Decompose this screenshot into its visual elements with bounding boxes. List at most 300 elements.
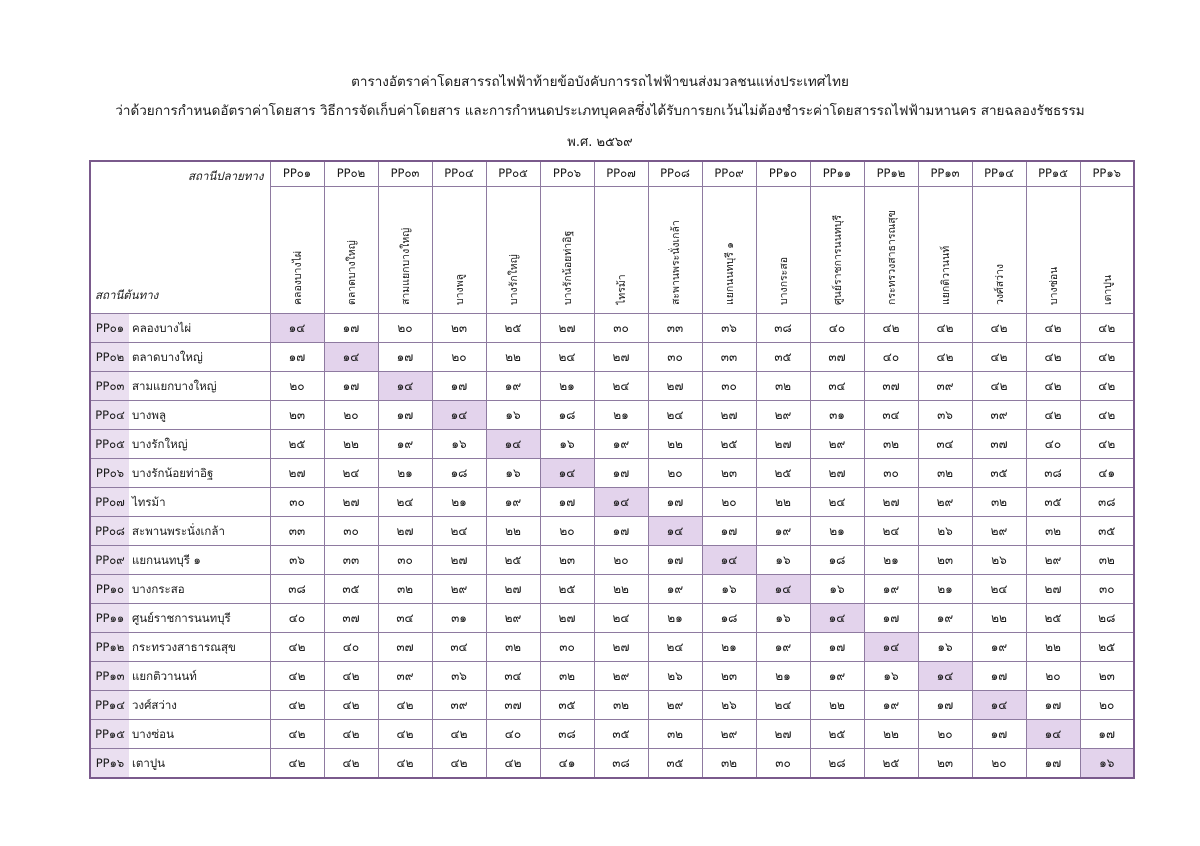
fare-cell: ๑๗ [270,343,324,372]
fare-cell: ๒๐ [1026,662,1080,691]
fare-cell: ๒๕ [486,314,540,343]
fare-cell: ๒๗ [594,633,648,662]
fare-cell: ๓๒ [540,662,594,691]
fare-cell: ๑๗ [540,488,594,517]
fare-cell-same-station: ๑๔ [324,343,378,372]
fare-cell: ๓๖ [918,401,972,430]
origin-station-cell [90,517,270,546]
fare-cell: ๓๖ [432,662,486,691]
origin-station-cell [90,691,270,720]
fare-cell: ๑๙ [756,517,810,546]
fare-cell: ๑๗ [972,720,1026,749]
fare-cell: ๑๗ [378,343,432,372]
fare-cell: ๓๒ [378,575,432,604]
destination-name-cell [540,187,594,314]
fare-cell: ๒๙ [972,517,1026,546]
fare-cell: ๑๗ [432,372,486,401]
fare-cell: ๒๗ [594,343,648,372]
fare-cell: ๔๒ [270,633,324,662]
fare-cell: ๑๘ [810,546,864,575]
fare-cell: ๒๐ [594,546,648,575]
fare-cell: ๒๒ [324,430,378,459]
fare-cell-same-station: ๑๔ [864,633,918,662]
fare-cell: ๓๕ [324,575,378,604]
destination-name-cell [918,187,972,314]
fare-cell: ๓๗ [864,372,918,401]
origin-station-cell [90,749,270,779]
fare-cell: ๔๐ [324,633,378,662]
fare-cell: ๓๖ [270,546,324,575]
destination-name: แยกติวานนท์ [940,245,952,305]
fare-cell: ๓๗ [810,343,864,372]
destination-code: PP๐๔ [432,161,486,187]
origin-name: แยกติวานนท์ [132,669,197,683]
fare-cell: ๒๒ [1026,633,1080,662]
fare-cell: ๒๐ [1080,691,1134,720]
fare-cell: ๔๒ [1080,401,1134,430]
origin-name: บางกระสอ [132,582,185,596]
fare-cell: ๒๑ [864,546,918,575]
fare-cell: ๓๕ [1080,517,1134,546]
fare-cell: ๓๕ [756,343,810,372]
fare-cell: ๒๙ [810,430,864,459]
fare-cell: ๓๕ [648,749,702,779]
fare-cell: ๒๔ [540,343,594,372]
fare-cell: ๒๓ [1080,662,1134,691]
table-row [90,546,1134,575]
fare-cell: ๔๒ [378,691,432,720]
fare-cell: ๔๐ [810,314,864,343]
destination-code-row [90,161,1134,187]
origin-station-cell [90,633,270,662]
fare-cell: ๑๗ [702,517,756,546]
destination-name-cell [864,187,918,314]
fare-cell: ๓๖ [702,314,756,343]
fare-cell: ๒๕ [1026,604,1080,633]
origin-name: สามแยกบางใหญ่ [132,379,217,393]
fare-cell: ๑๖ [432,430,486,459]
destination-code: PP๑๑ [810,161,864,187]
fare-cell: ๒๗ [648,372,702,401]
origin-code: PP๑๑ [91,604,129,632]
fare-cell-same-station: ๑๔ [486,430,540,459]
fare-cell: ๔๒ [1080,343,1134,372]
destination-code: PP๐๘ [648,161,702,187]
fare-cell: ๒๖ [702,691,756,720]
fare-cell: ๒๑ [648,604,702,633]
fare-cell: ๑๙ [648,575,702,604]
destination-name-cell [702,187,756,314]
title-year: พ.ศ. ๒๕๖๙ [567,135,633,150]
fare-cell: ๓๑ [810,401,864,430]
fare-cell: ๒๕ [810,720,864,749]
fare-cell: ๓๙ [432,691,486,720]
table-row [90,314,1134,343]
fare-cell: ๓๓ [702,343,756,372]
table-row [90,720,1134,749]
table-row [90,488,1134,517]
fare-cell: ๒๑ [540,372,594,401]
table-row [90,401,1134,430]
table-row [90,662,1134,691]
origin-name: ตลาดบางใหญ่ [132,350,203,364]
fare-cell: ๑๙ [864,575,918,604]
origin-code: PP๐๒ [91,343,129,371]
origin-station-cell [90,546,270,575]
fare-cell: ๔๒ [972,343,1026,372]
fare-cell: ๓๑ [432,604,486,633]
destination-name: บางซ่อน [1048,266,1060,305]
fare-cell: ๑๖ [702,575,756,604]
fare-cell-same-station: ๑๔ [432,401,486,430]
fare-cell: ๓๔ [432,633,486,662]
fare-cell: ๑๗ [1080,720,1134,749]
origin-name: บางรักใหญ่ [132,437,188,451]
fare-cell: ๑๖ [540,430,594,459]
destination-code: PP๐๕ [486,161,540,187]
fare-cell: ๑๖ [486,401,540,430]
fare-cell: ๒๙ [702,720,756,749]
fare-cell: ๔๐ [486,720,540,749]
fare-cell: ๓๐ [324,517,378,546]
fare-cell: ๔๒ [918,343,972,372]
fare-cell: ๔๒ [1026,372,1080,401]
fare-cell: ๒๔ [864,517,918,546]
fare-cell: ๓๓ [270,517,324,546]
table-row [90,372,1134,401]
fare-cell: ๓๐ [1080,575,1134,604]
fare-cell: ๒๓ [540,546,594,575]
origin-station-cell [90,488,270,517]
fare-cell: ๓๘ [270,575,324,604]
fare-cell: ๒๔ [594,604,648,633]
table-row [90,517,1134,546]
destination-name: เตาปูน [1101,274,1114,305]
origin-name: กระทรวงสาธารณสุข [132,640,236,654]
origin-label: สถานีต้นทาง [95,288,159,302]
fare-cell: ๒๕ [540,575,594,604]
fare-cell: ๓๙ [918,372,972,401]
fare-cell: ๑๙ [972,633,1026,662]
destination-code: PP๐๖ [540,161,594,187]
fare-cell: ๓๐ [864,459,918,488]
origin-code: PP๑๒ [91,633,129,661]
origin-station-cell [90,459,270,488]
fare-cell: ๔๐ [864,343,918,372]
fare-cell: ๓๐ [270,488,324,517]
fare-cell: ๒๐ [702,488,756,517]
origin-name: คลองบางไผ่ [132,321,192,335]
table-row [90,575,1134,604]
fare-cell: ๓๘ [540,720,594,749]
fare-cell: ๒๗ [540,604,594,633]
table-row [90,691,1134,720]
destination-name: สามแยกบางใหญ่ [400,227,412,305]
fare-cell: ๑๗ [1026,749,1080,779]
origin-name: แยกนนทบุรี ๑ [132,553,201,567]
fare-cell: ๔๒ [270,662,324,691]
fare-cell: ๓๕ [972,459,1026,488]
title-line-2: ว่าด้วยการกำหนดอัตราค่าโดยสาร วิธีการจัดเก็บค่าโดยสาร และการกำหนดประเภทบุคคลซึ่งได้รับการยกเว้นไม่ต้องชำระค่าโดยสารรถไฟฟ้ามหานคร สายฉลองรัชธรรม [115,103,1085,119]
fare-cell: ๒๒ [864,720,918,749]
fare-cell: ๑๗ [648,546,702,575]
fare-cell: ๔๐ [1026,430,1080,459]
fare-cell-same-station: ๑๔ [378,372,432,401]
destination-name-cell [594,187,648,314]
origin-code: PP๐๔ [91,401,129,429]
origin-station-cell [90,720,270,749]
fare-cell: ๓๘ [1026,459,1080,488]
fare-cell: ๒๖ [918,517,972,546]
fare-cell: ๒๔ [594,372,648,401]
origin-code: PP๐๖ [91,459,129,487]
fare-cell: ๔๒ [486,749,540,779]
fare-cell-same-station: ๑๔ [810,604,864,633]
destination-name: สะพานพระนั่งเกล้า [670,220,682,305]
origin-code: PP๐๘ [91,517,129,545]
fare-cell: ๒๔ [648,401,702,430]
fare-cell: ๓๗ [378,633,432,662]
destination-code: PP๐๓ [378,161,432,187]
destination-name: วงศ์สว่าง [994,263,1006,305]
fare-cell: ๑๙ [864,691,918,720]
fare-cell: ๒๑ [432,488,486,517]
origin-code: PP๑๓ [91,662,129,690]
corner-header [90,161,270,314]
origin-station-cell [90,662,270,691]
fare-cell: ๔๒ [972,372,1026,401]
destination-name: บางรักน้อยท่าอิฐ [562,230,574,305]
fare-cell: ๒๔ [378,488,432,517]
fare-cell: ๓๐ [756,749,810,779]
origin-station-cell [90,604,270,633]
fare-cell: ๑๗ [918,691,972,720]
destination-code: PP๑๓ [918,161,972,187]
destination-name-cell [756,187,810,314]
fare-cell: ๒๗ [432,546,486,575]
fare-cell: ๓๔ [864,401,918,430]
fare-cell: ๓๙ [378,662,432,691]
origin-station-cell [90,343,270,372]
fare-cell: ๔๒ [1026,343,1080,372]
fare-table [89,160,1135,779]
fare-cell: ๓๐ [648,343,702,372]
fare-cell: ๔๒ [378,749,432,779]
fare-cell: ๔๒ [324,662,378,691]
fare-cell: ๓๒ [1080,546,1134,575]
fare-cell: ๒๙ [432,575,486,604]
fare-cell: ๒๕ [486,546,540,575]
destination-name-cell [1026,187,1080,314]
fare-cell: ๑๙ [810,662,864,691]
fare-cell: ๒๐ [432,343,486,372]
fare-cell: ๒๐ [972,749,1026,779]
fare-cell: ๓๕ [540,691,594,720]
fare-cell: ๒๗ [702,401,756,430]
fare-cell: ๓๔ [378,604,432,633]
fare-cell: ๑๖ [918,633,972,662]
fare-cell: ๑๗ [324,314,378,343]
fare-cell: ๑๘ [432,459,486,488]
table-row [90,604,1134,633]
fare-cell: ๒๔ [432,517,486,546]
table-row [90,633,1134,662]
fare-cell-same-station: ๑๔ [594,488,648,517]
fare-cell: ๒๒ [972,604,1026,633]
fare-cell: ๒๒ [486,517,540,546]
fare-cell: ๓๔ [918,430,972,459]
fare-cell: ๒๔ [972,575,1026,604]
fare-cell: ๔๒ [432,720,486,749]
destination-name: กระทรวงสาธารณสุข [886,210,898,305]
fare-cell: ๔๒ [1026,401,1080,430]
destination-name: บางพลู [454,273,466,305]
fare-cell: ๓๘ [1080,488,1134,517]
fare-cell: ๒๐ [378,314,432,343]
fare-cell-same-station: ๑๔ [702,546,756,575]
origin-code: PP๐๑ [91,314,129,342]
destination-code: PP๐๑ [270,161,324,187]
destination-code: PP๐๙ [702,161,756,187]
destination-code: PP๐๒ [324,161,378,187]
destination-name-cell [972,187,1026,314]
fare-cell: ๑๘ [540,401,594,430]
destination-name: ไทรม้า [616,274,628,305]
fare-cell-same-station: ๑๔ [540,459,594,488]
origin-code: PP๑๔ [91,691,129,719]
origin-name: ศูนย์ราชการนนทบุรี [132,611,231,625]
destination-name: แยกนนทบุรี ๑ [724,242,736,305]
fare-cell: ๓๘ [756,314,810,343]
origin-code: PP๐๓ [91,372,129,400]
fare-cell: ๔๒ [324,691,378,720]
fare-cell: ๓๓ [648,314,702,343]
fare-cell: ๒๐ [540,517,594,546]
fare-cell: ๑๗ [972,662,1026,691]
origin-name: บางพลู [132,408,167,422]
fare-cell: ๒๙ [486,604,540,633]
title-line-1: ตารางอัตราค่าโดยสารรถไฟฟ้าท้ายข้อบังคับการรถไฟฟ้าขนส่งมวลชนแห่งประเทศไทย [351,74,849,90]
fare-cell: ๒๖ [972,546,1026,575]
fare-cell: ๓๗ [972,430,1026,459]
fare-cell: ๔๒ [324,749,378,779]
fare-cell: ๒๙ [756,401,810,430]
fare-cell: ๑๖ [810,575,864,604]
fare-cell-same-station: ๑๔ [756,575,810,604]
fare-cell-same-station: ๑๔ [270,314,324,343]
fare-cell: ๓๒ [594,691,648,720]
fare-cell: ๑๙ [918,604,972,633]
fare-cell-same-station: ๑๖ [1080,749,1134,779]
fare-cell: ๔๒ [270,720,324,749]
fare-cell: ๒๒ [486,343,540,372]
fare-cell: ๔๐ [270,604,324,633]
destination-name-cell [432,187,486,314]
fare-cell: ๒๓ [432,314,486,343]
origin-station-cell [90,575,270,604]
fare-cell: ๓๐ [702,372,756,401]
destination-code: PP๐๗ [594,161,648,187]
fare-cell: ๔๒ [378,720,432,749]
table-row [90,749,1134,779]
fare-cell: ๒๗ [324,488,378,517]
fare-cell: ๔๒ [918,314,972,343]
fare-cell: ๒๗ [756,430,810,459]
destination-name: ตลาดบางใหญ่ [346,240,358,305]
fare-cell: ๓๓ [324,546,378,575]
destination-code: PP๑๖ [1080,161,1134,187]
destination-name-cell [486,187,540,314]
fare-cell: ๒๑ [594,401,648,430]
fare-cell: ๓๒ [1026,517,1080,546]
fare-cell: ๓๐ [540,633,594,662]
fare-cell: ๒๐ [648,459,702,488]
fare-cell: ๒๔ [324,459,378,488]
origin-code: PP๑๕ [91,720,129,748]
fare-cell: ๑๙ [486,372,540,401]
origin-code: PP๑๐ [91,575,129,603]
fare-cell: ๓๒ [702,749,756,779]
fare-cell: ๒๗ [1026,575,1080,604]
fare-cell: ๑๙ [756,633,810,662]
fare-cell: ๑๙ [486,488,540,517]
destination-code: PP๑๔ [972,161,1026,187]
fare-cell: ๔๒ [1080,430,1134,459]
fare-cell: ๓๕ [1026,488,1080,517]
fare-cell: ๒๗ [864,488,918,517]
origin-station-cell [90,372,270,401]
fare-cell: ๓๙ [972,401,1026,430]
fare-cell: ๓๒ [918,459,972,488]
fare-cell: ๓๐ [378,546,432,575]
destination-name: ศูนย์ราชการนนทบุรี [832,214,844,305]
fare-cell: ๒๒ [594,575,648,604]
destination-name: บางรักใหญ่ [508,254,520,305]
fare-cell: ๒๗ [756,720,810,749]
fare-cell: ๒๔ [756,691,810,720]
fare-cell: ๔๑ [540,749,594,779]
origin-name: สะพานพระนั่งเกล้า [132,524,225,538]
fare-cell: ๒๗ [378,517,432,546]
table-row [90,343,1134,372]
fare-cell: ๒๗ [810,459,864,488]
fare-cell: ๒๑ [810,517,864,546]
fare-cell: ๑๖ [486,459,540,488]
fare-cell: ๑๖ [864,662,918,691]
fare-cell: ๒๓ [270,401,324,430]
fare-cell: ๔๒ [1080,314,1134,343]
origin-code: PP๑๖ [91,749,129,777]
fare-cell: ๔๒ [270,691,324,720]
fare-cell-same-station: ๑๔ [648,517,702,546]
fare-cell-same-station: ๑๔ [1026,720,1080,749]
fare-cell: ๓๘ [594,749,648,779]
destination-code: PP๑๐ [756,161,810,187]
destination-name-cell [810,187,864,314]
fare-cell: ๓๗ [324,604,378,633]
fare-cell: ๔๒ [972,314,1026,343]
fare-cell: ๒๕ [1080,633,1134,662]
origin-station-cell [90,314,270,343]
fare-cell: ๒๖ [648,662,702,691]
destination-label: สถานีปลายทาง [188,169,264,183]
fare-cell: ๒๘ [1080,604,1134,633]
origin-name: ไทรม้า [132,495,166,509]
fare-cell: ๒๐ [918,720,972,749]
fare-cell: ๒๐ [270,372,324,401]
fare-cell: ๑๖ [756,546,810,575]
destination-code: PP๑๕ [1026,161,1080,187]
